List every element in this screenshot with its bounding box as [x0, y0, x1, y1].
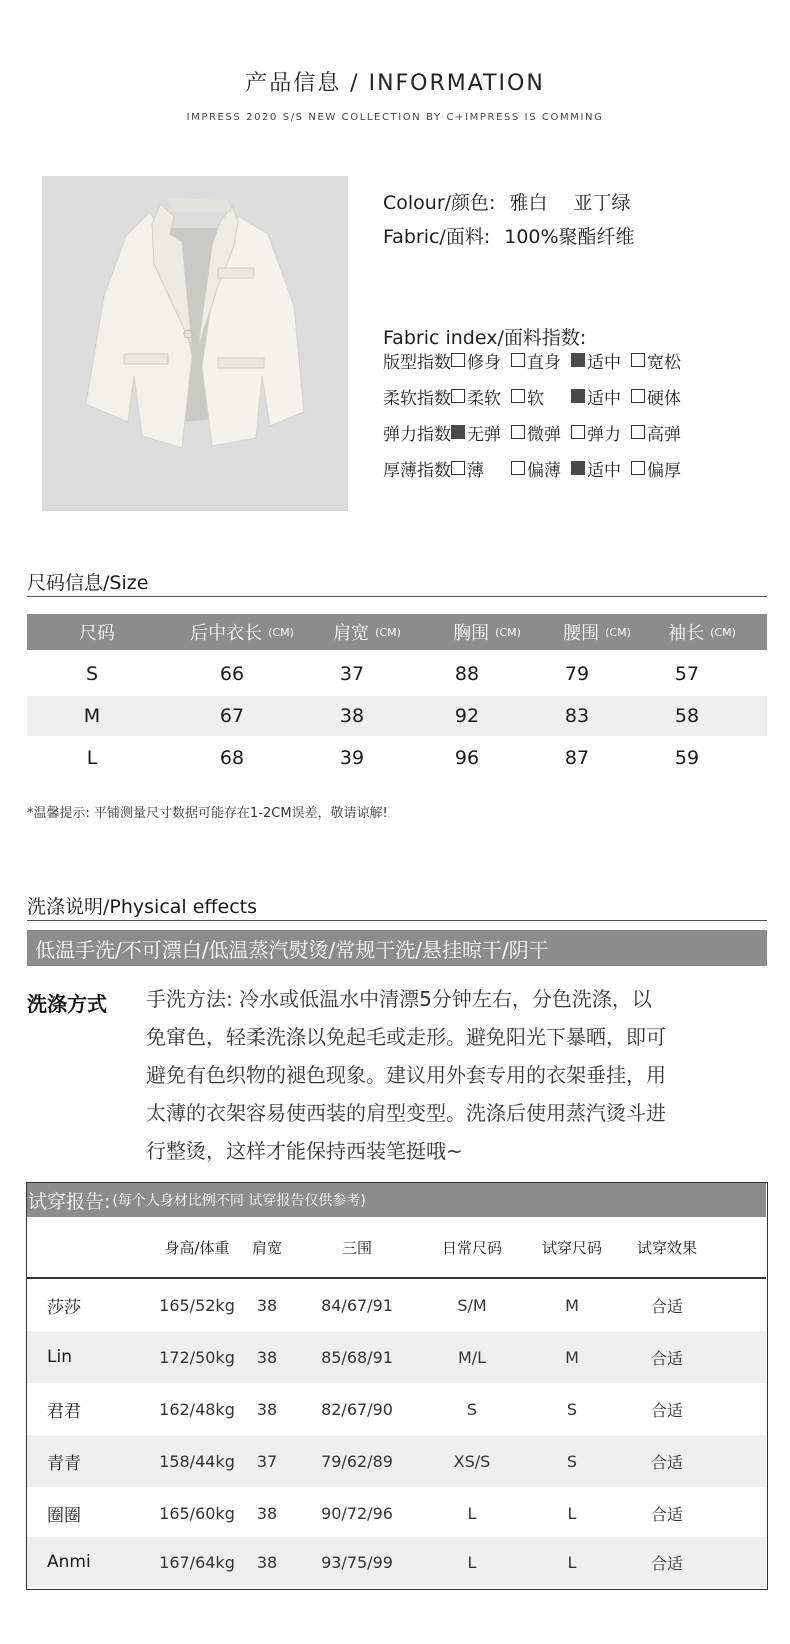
- table-cell: L: [467, 1552, 477, 1572]
- table-cell: 青青: [47, 1453, 81, 1474]
- table-cell: 57: [674, 663, 700, 685]
- tryon-column-headers: [27, 1217, 766, 1277]
- index-label: 厚薄指数: [383, 460, 451, 481]
- index-option: 薄: [451, 456, 484, 481]
- index-row-elasticity: [383, 420, 743, 444]
- tryon-subtitle: (每个人身材比例不同 试穿报告仅供参考): [112, 1193, 366, 1209]
- table-cell: 67: [219, 705, 245, 727]
- table-cell: 85/68/91: [321, 1347, 393, 1367]
- checkbox: [631, 461, 645, 475]
- column-header: [27, 1217, 117, 1277]
- checkbox-checked: [571, 461, 585, 475]
- checkbox: [451, 353, 465, 367]
- index-row-thickness: [383, 456, 743, 480]
- index-row-softness: [383, 384, 743, 408]
- table-row: [27, 738, 767, 778]
- fabric-label: Fabric/面料:: [383, 226, 491, 248]
- table-cell: 莎莎: [47, 1297, 81, 1318]
- colour-label: Colour/颜色:: [383, 192, 496, 214]
- table-cell: 88: [454, 663, 480, 685]
- table-cell: M: [83, 705, 101, 727]
- index-option: 适中: [571, 348, 621, 373]
- table-cell: 84/67/91: [321, 1295, 393, 1315]
- table-cell: XS/S: [453, 1451, 491, 1471]
- washing-section-title: 洗涤说明/Physical effects: [27, 896, 257, 918]
- table-cell: 38: [256, 1347, 278, 1367]
- page-subtitle: IMPRESS 2020 S/S NEW COLLECTION BY C+IMPRESS IS COMMING: [186, 112, 604, 123]
- table-cell: 68: [219, 747, 245, 769]
- table-cell: 83: [564, 705, 590, 727]
- table-cell: 58: [674, 705, 700, 727]
- checkbox: [631, 389, 645, 403]
- index-option: 偏厚: [631, 456, 681, 481]
- colour-value-1: 雅白: [509, 192, 548, 214]
- index-option: 无弹: [451, 420, 501, 445]
- column-header: 腰围 (CM): [563, 623, 631, 644]
- table-cell: 圈圈: [47, 1505, 81, 1526]
- table-cell: M/L: [457, 1347, 487, 1367]
- table-cell: 合适: [650, 1348, 683, 1368]
- checkbox: [631, 353, 645, 367]
- table-cell: L: [567, 1503, 577, 1523]
- index-option: 宽松: [631, 348, 681, 373]
- column-header: 肩宽: [251, 1238, 282, 1257]
- table-cell: S: [85, 663, 99, 685]
- table-cell: 79/62/89: [321, 1451, 393, 1471]
- table-cell: 37: [256, 1451, 278, 1471]
- page-title: 产品信息 / INFORMATION: [245, 71, 545, 96]
- index-option: 硬体: [631, 384, 681, 409]
- table-cell: S/M: [457, 1295, 487, 1315]
- table-row: [27, 1435, 766, 1487]
- size-section-title: 尺码信息/Size: [27, 572, 149, 594]
- table-cell: L: [86, 747, 98, 769]
- table-cell: L: [467, 1503, 477, 1523]
- checkbox: [451, 461, 465, 475]
- index-label: 弹力指数: [383, 424, 451, 445]
- checkbox: [451, 389, 465, 403]
- index-row-fit: [383, 348, 743, 372]
- table-cell: 165/60kg: [159, 1503, 235, 1523]
- size-table-header: [27, 614, 767, 650]
- text-line: 太薄的衣架容易使西装的肩型变型。洗涤后使用蒸汽烫斗进: [146, 1101, 666, 1125]
- table-cell: S: [566, 1451, 578, 1471]
- table-cell: 82/67/90: [321, 1399, 393, 1419]
- checkbox-checked: [571, 389, 585, 403]
- table-cell: 158/44kg: [159, 1451, 235, 1471]
- table-row: [27, 696, 767, 736]
- table-cell: 38: [256, 1399, 278, 1419]
- text-line: 避免有色织物的褪色现象。建议用外套专用的衣架垂挂，用: [146, 1063, 666, 1087]
- column-header: 袖长 (CM): [668, 623, 736, 644]
- table-cell: 165/52kg: [159, 1295, 235, 1315]
- table-cell: 38: [256, 1295, 278, 1315]
- index-option: 直身: [511, 348, 561, 373]
- table-row: [27, 1537, 766, 1587]
- table-cell: 172/50kg: [159, 1347, 235, 1367]
- washing-instructions: [146, 980, 756, 1170]
- tryon-report-table: [26, 1182, 768, 1590]
- table-cell: 39: [339, 747, 365, 769]
- column-header: 身高/体重: [164, 1238, 230, 1257]
- product-image: [42, 176, 348, 511]
- table-cell: 君君: [47, 1401, 81, 1422]
- size-note: *温馨提示: 平铺测量尺寸数据可能存在1-2CM误差，敬请谅解!: [27, 806, 388, 821]
- table-cell: 92: [454, 705, 480, 727]
- table-cell: 37: [339, 663, 365, 685]
- table-cell: Anmi: [47, 1552, 91, 1572]
- fabric-value: 100%聚酯纤维: [504, 226, 635, 248]
- column-header: 肩宽 (CM): [333, 623, 401, 644]
- table-cell: 66: [219, 663, 245, 685]
- table-cell: 167/64kg: [159, 1552, 235, 1572]
- column-header: 尺码: [79, 623, 115, 644]
- index-label: 版型指数: [383, 352, 451, 373]
- index-option: 偏薄: [511, 456, 561, 481]
- table-cell: 38: [256, 1552, 278, 1572]
- washing-summary-bar: 低温手洗/不可漂白/低温蒸汽熨烫/常规干洗/悬挂晾干/阴干: [27, 930, 767, 966]
- divider: [27, 920, 767, 921]
- washing-label: 洗涤方式: [27, 992, 107, 1016]
- table-cell: 87: [564, 747, 590, 769]
- table-cell: 96: [454, 747, 480, 769]
- table-cell: 93/75/99: [321, 1552, 393, 1572]
- index-option: 修身: [451, 348, 501, 373]
- checkbox: [511, 389, 525, 403]
- index-option: 适中: [571, 384, 621, 409]
- colour-value-2: 亚丁绿: [573, 192, 631, 214]
- column-header: 试穿效果: [636, 1238, 697, 1257]
- fabric-info: [383, 222, 635, 249]
- index-option: 高弹: [631, 420, 681, 445]
- checkbox: [511, 425, 525, 439]
- checkbox: [631, 425, 645, 439]
- checkbox: [511, 353, 525, 367]
- checkbox-checked: [571, 353, 585, 367]
- text-line: 手洗方法: 冷水或低温水中清漂5分钟左右，分色洗涤，以: [146, 987, 652, 1011]
- colour-info: [383, 188, 630, 215]
- table-cell: 合适: [650, 1553, 683, 1573]
- table-cell: 79: [564, 663, 590, 685]
- table-row: [27, 1331, 766, 1383]
- column-header: 三围: [341, 1238, 372, 1257]
- tryon-title: 试穿报告:: [28, 1190, 111, 1213]
- table-cell: M: [565, 1347, 579, 1367]
- table-cell: 合适: [650, 1400, 683, 1420]
- table-cell: M: [565, 1295, 579, 1315]
- index-option: 弹力: [571, 420, 621, 445]
- column-header: 胸围 (CM): [453, 623, 521, 644]
- index-label: 柔软指数: [383, 388, 451, 409]
- table-cell: 38: [339, 705, 365, 727]
- index-option: 微弹: [511, 420, 561, 445]
- text-line: 行整烫，这样才能保持西装笔挺哦~: [146, 1139, 463, 1163]
- divider: [27, 596, 767, 597]
- table-cell: Lin: [47, 1347, 72, 1367]
- index-option: 适中: [571, 456, 621, 481]
- table-cell: L: [567, 1552, 577, 1572]
- table-cell: 162/48kg: [159, 1399, 235, 1419]
- checkbox-checked: [451, 425, 465, 439]
- column-header: 后中衣长 (CM): [190, 623, 294, 644]
- table-cell: 合适: [650, 1452, 683, 1472]
- fabric-index-title: Fabric index/面料指数:: [383, 327, 587, 349]
- tryon-header: [27, 1183, 766, 1217]
- table-cell: 38: [256, 1503, 278, 1523]
- table-row: [27, 654, 767, 694]
- table-cell: 59: [674, 747, 700, 769]
- table-cell: 合适: [650, 1504, 683, 1524]
- table-row: [27, 1487, 766, 1539]
- table-cell: S: [466, 1399, 478, 1419]
- checkbox: [571, 425, 585, 439]
- table-cell: 90/72/96: [321, 1503, 393, 1523]
- text-line: 免窜色，轻柔洗涤以免起毛或走形。避免阳光下暴晒，即可: [146, 1025, 666, 1049]
- table-cell: S: [566, 1399, 578, 1419]
- index-option: 软: [511, 384, 544, 409]
- index-option: 柔软: [451, 384, 501, 409]
- table-row: [27, 1383, 766, 1435]
- column-header: 日常尺码: [441, 1238, 502, 1257]
- table-row: [27, 1279, 766, 1331]
- column-header: 试穿尺码: [541, 1238, 602, 1257]
- checkbox: [511, 461, 525, 475]
- table-cell: 合适: [650, 1296, 683, 1316]
